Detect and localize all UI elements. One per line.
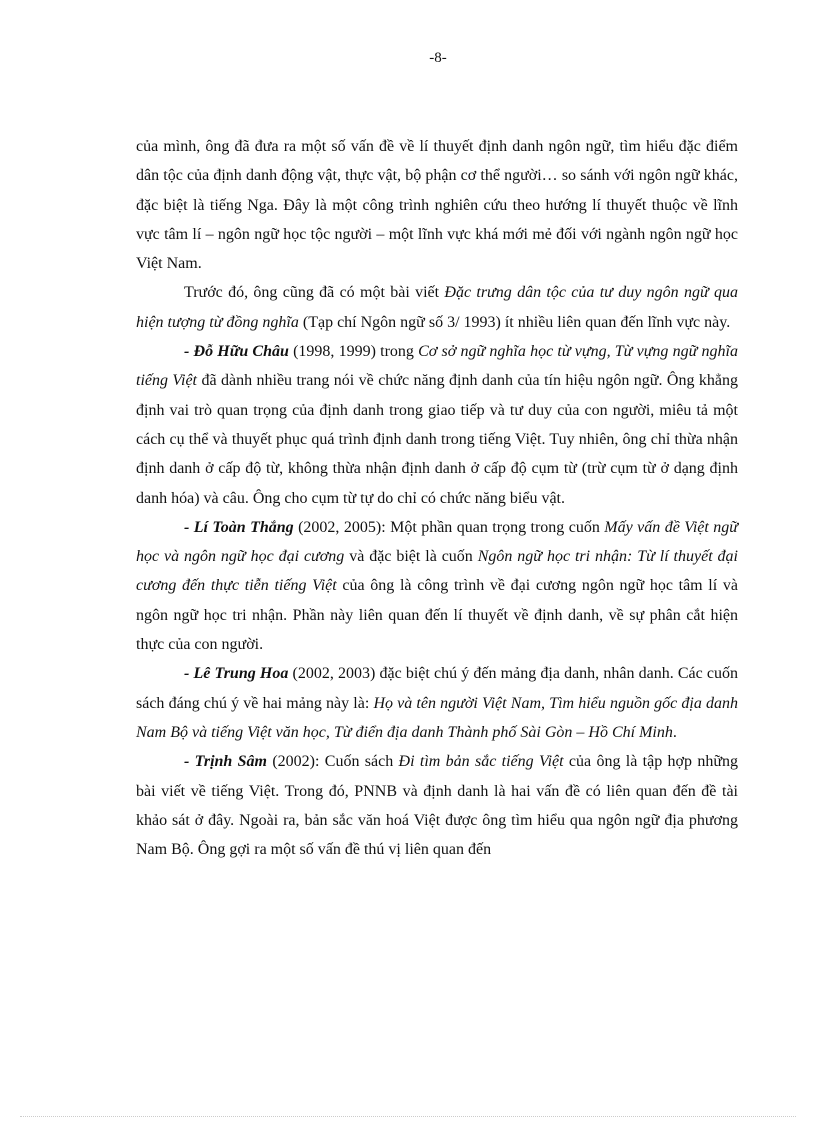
- paragraph-text: (2002, 2003) đặc biệt chú ý đến mảng địa danh, nhân danh. Các cuốn sách đáng chú ý về hai mảng này là:: [136, 665, 738, 712]
- paragraph-text: (2002, 2005): Một phần quan trọng trong cuốn: [293, 518, 605, 536]
- paragraph-2: [136, 278, 738, 337]
- paragraph-text: Trước đó, ông cũng đã có một bài viết: [184, 284, 445, 302]
- paragraph-text: .: [672, 723, 677, 741]
- paragraph-text: của ông là tập hợp những bài viết về tiếng Việt. Trong đó, PNNB và định danh là hai vấn đề có liên quan đến đề tài khảo sát ở đây. Ngoài ra, bản sắc văn hoá Việt được ông tìm hiểu qua ngôn ngữ địa phương Nam Bộ. Ông gợi ra một số vấn đề thú vị liên quan đến: [136, 753, 739, 859]
- author-name: - Đỗ Hữu Châu: [184, 343, 289, 361]
- author-name: - Trịnh Sâm: [184, 753, 267, 771]
- body-text: [136, 132, 738, 864]
- paragraph-text: đã dành nhiều trang nói về chức năng định danh của tín hiệu ngôn ngữ. Ông khẳng định vai trò quan trọng của định danh trong giao tiếp và tư duy của con người, miêu tả một cách cụ thể và thuyết phục quá trình định danh trong tiếng Việt. Tuy nhiên, ông chỉ thừa nhận định danh ở cấp độ từ, không thừa nhận định danh ở cấp độ cụm từ (trừ cụm từ ở dạng định danh hóa) và câu. Ông cho cụm từ tự do chỉ có chức năng biểu vật.: [136, 372, 738, 507]
- paragraph-text: của ông là công trình về đại cương ngôn ngữ học tâm lí và ngôn ngữ học tri nhận. Phần này liên quan đến lí thuyết về định danh, về sự phân cắt hiện thực của con người.: [136, 577, 738, 654]
- paragraph-3: [136, 337, 738, 513]
- paragraph-text: (1998, 1999) trong: [288, 343, 419, 361]
- book-title: Cơ sở ngữ nghĩa học từ vựng, Từ vựng ngữ nghĩa tiếng Việt: [136, 343, 739, 390]
- book-title: Ngôn ngữ học tri nhận: Từ lí thuyết đại cương đến thực tiễn tiếng Việt: [136, 548, 738, 595]
- author-name: - Lê Trung Hoa: [184, 665, 289, 683]
- author-name: - Lí Toàn Thắng: [184, 518, 294, 536]
- paragraph-text: và đặc biệt là cuốn: [344, 548, 478, 566]
- paragraph-6: [136, 747, 738, 864]
- article-title: Đặc trưng dân tộc của tư duy ngôn ngữ qua hiện tượng từ đồng nghĩa: [136, 284, 739, 331]
- paragraph-text: của mình, ông đã đưa ra một số vấn đề về lí thuyết định danh ngôn ngữ, tìm hiểu đặc điểm dân tộc của định danh động vật, thực vật, bộ phận cơ thể người… so sánh với ngôn ngữ khác, đặc biệt là tiếng Nga. Đây là một công trình nghiên cứu theo hướng lí thuyết thuộc về lĩnh vực tâm lí – ngôn ngữ học tộc người – một lĩnh vực khá mới mẻ đối với ngành ngôn ngữ học Việt Nam.: [136, 138, 738, 273]
- book-title: Đi tìm bản sắc tiếng Việt: [398, 753, 564, 771]
- book-title: Mấy vấn đề Việt ngữ học và ngôn ngữ học đại cương: [136, 518, 738, 566]
- paragraph-4: [136, 513, 738, 659]
- paragraph-text: (Tạp chí Ngôn ngữ số 3/ 1993) ít nhiều liên quan đến lĩnh vực này.: [298, 313, 731, 331]
- paragraph-5: [136, 659, 738, 747]
- page-number: -8-: [429, 50, 447, 66]
- page-bottom-divider: [20, 1116, 796, 1117]
- paragraph-1: [136, 132, 738, 278]
- paragraph-text: (2002): Cuốn sách: [267, 753, 399, 771]
- book-title: Họ và tên người Việt Nam, Tìm hiểu nguồn gốc địa danh Nam Bộ và tiếng Việt văn học, Từ điển địa danh Thành phố Sài Gòn – Hồ Chí Minh: [136, 694, 738, 741]
